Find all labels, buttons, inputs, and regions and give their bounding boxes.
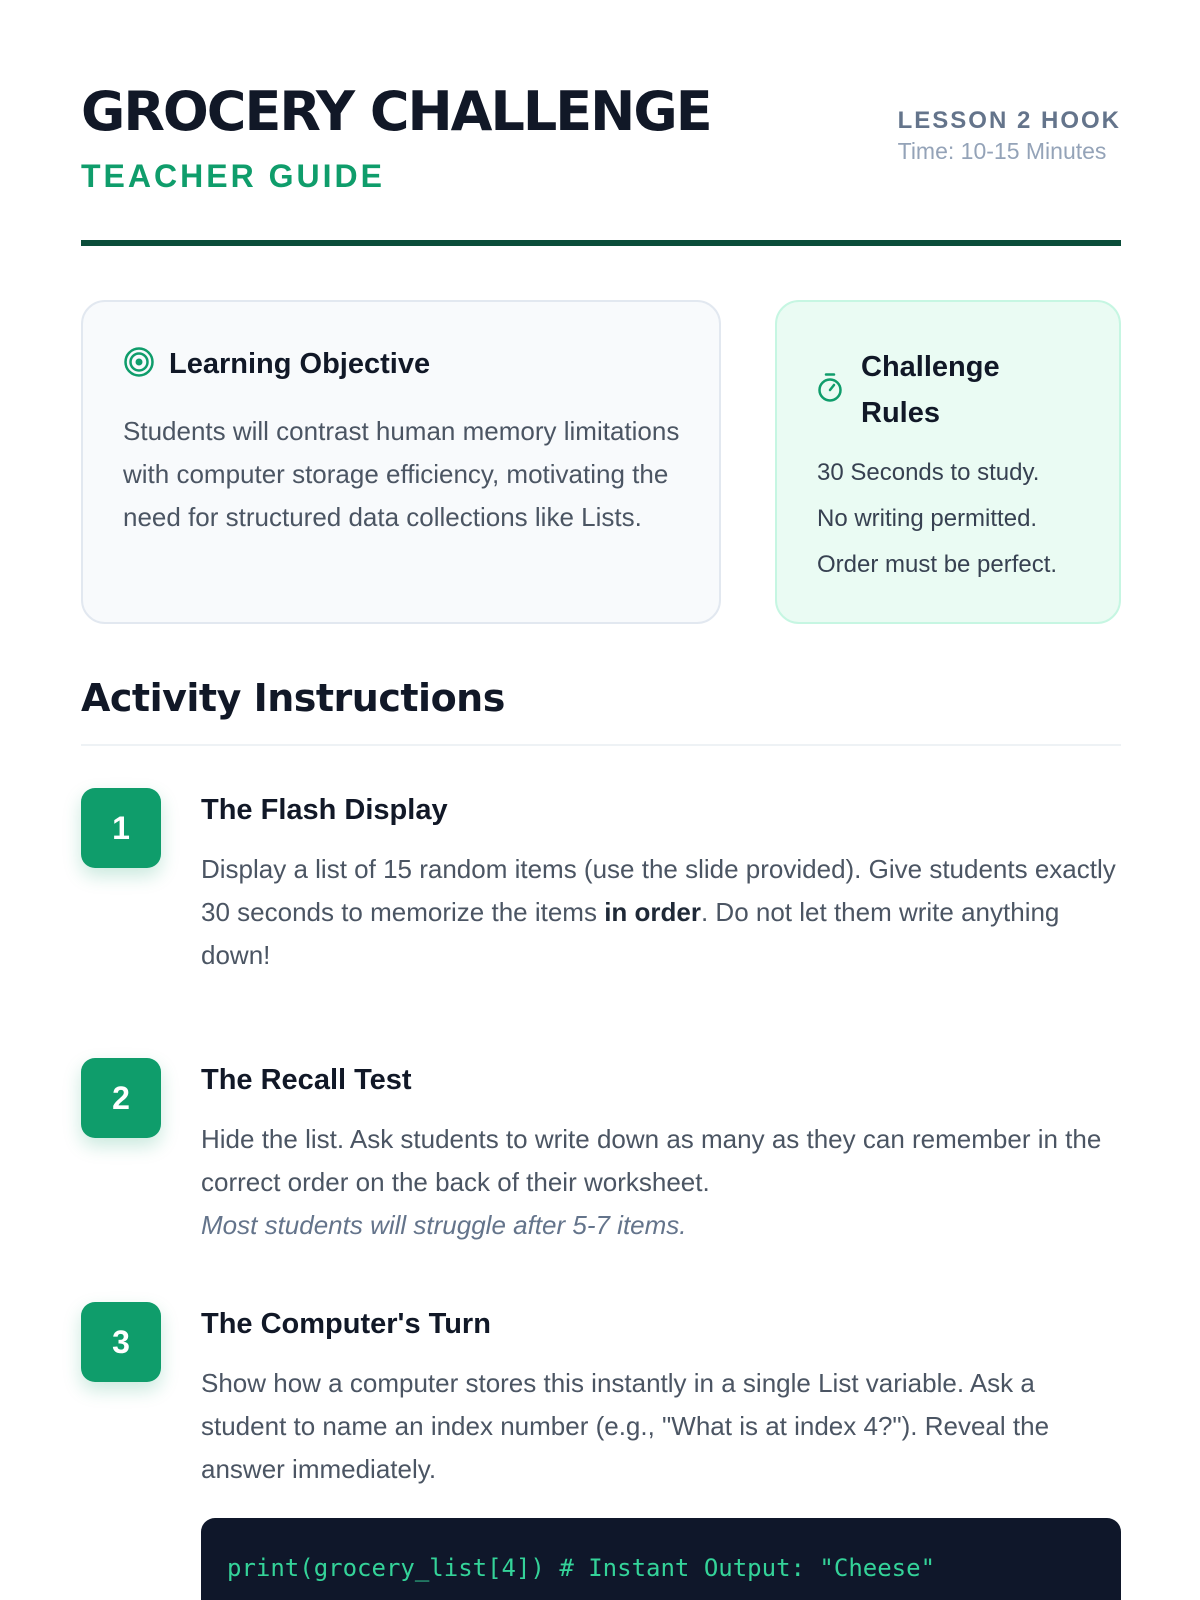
page-title: GROCERY CHALLENGE <box>81 80 711 143</box>
code-block <box>201 1518 1121 1600</box>
step-text: Hide the list. Ask students to write down as many as they can remember in the correct order on the back of their worksheet. <box>201 1124 1102 1197</box>
step-body <box>201 1302 1121 1491</box>
step-body <box>201 1058 1121 1247</box>
section-divider <box>81 744 1121 746</box>
objective-title: Learning Objective <box>169 348 431 380</box>
lesson-label: LESSON 2 HOOK <box>897 107 1121 134</box>
step-note: Most students will struggle after 5-7 items. <box>201 1210 687 1240</box>
learning-objective-card <box>81 300 721 624</box>
step-text-part: Display a list of 15 random items (use the slide provided). Give students exactly 30 seconds to memorize the items <box>201 854 1116 927</box>
section-title: Activity Instructions <box>81 676 505 720</box>
rule-item: Order must be perfect. <box>817 551 1058 578</box>
challenge-rules-card <box>775 300 1121 624</box>
header-divider <box>81 240 1121 246</box>
rule-item: No writing permitted. <box>817 505 1038 532</box>
lesson-meta <box>898 106 1121 166</box>
page-subtitle: TEACHER GUIDE <box>81 158 385 194</box>
code-text: print(grocery_list[4]) # Instant Output: "Cheese" <box>227 1554 936 1582</box>
step-text: Show how a computer stores this instantly in a single List variable. Ask a student to name an index number (e.g., "What is at index 4?"). Reveal the answer immediately. <box>201 1368 1050 1484</box>
page-header <box>81 80 1121 248</box>
step-number-badge: 2 <box>81 1058 161 1138</box>
rules-header <box>817 344 1031 436</box>
rule-item: 30 Seconds to study. <box>817 459 1040 486</box>
step-body <box>201 788 1121 977</box>
step-text-emphasis: in order <box>604 897 701 927</box>
rules-list <box>817 450 1057 588</box>
step-text-part: . Do not let them write anything down! <box>201 897 1060 970</box>
step-title: The Recall Test <box>201 1064 412 1096</box>
step-title: The Computer's Turn <box>201 1308 491 1340</box>
step-number-badge: 1 <box>81 788 161 868</box>
stopwatch-icon <box>817 372 843 409</box>
rules-title: Challenge Rules <box>861 351 1000 429</box>
step-number-badge: 3 <box>81 1302 161 1382</box>
step-text <box>201 848 1121 977</box>
objective-text: Students will contrast human memory limitations with computer storage efficiency, motivating the need for structured data collections like Lists. <box>123 416 680 532</box>
objective-header <box>123 346 430 383</box>
lesson-time: Time: 10-15 Minutes <box>897 138 1107 164</box>
target-icon <box>123 346 155 383</box>
step-title: The Flash Display <box>201 794 448 826</box>
